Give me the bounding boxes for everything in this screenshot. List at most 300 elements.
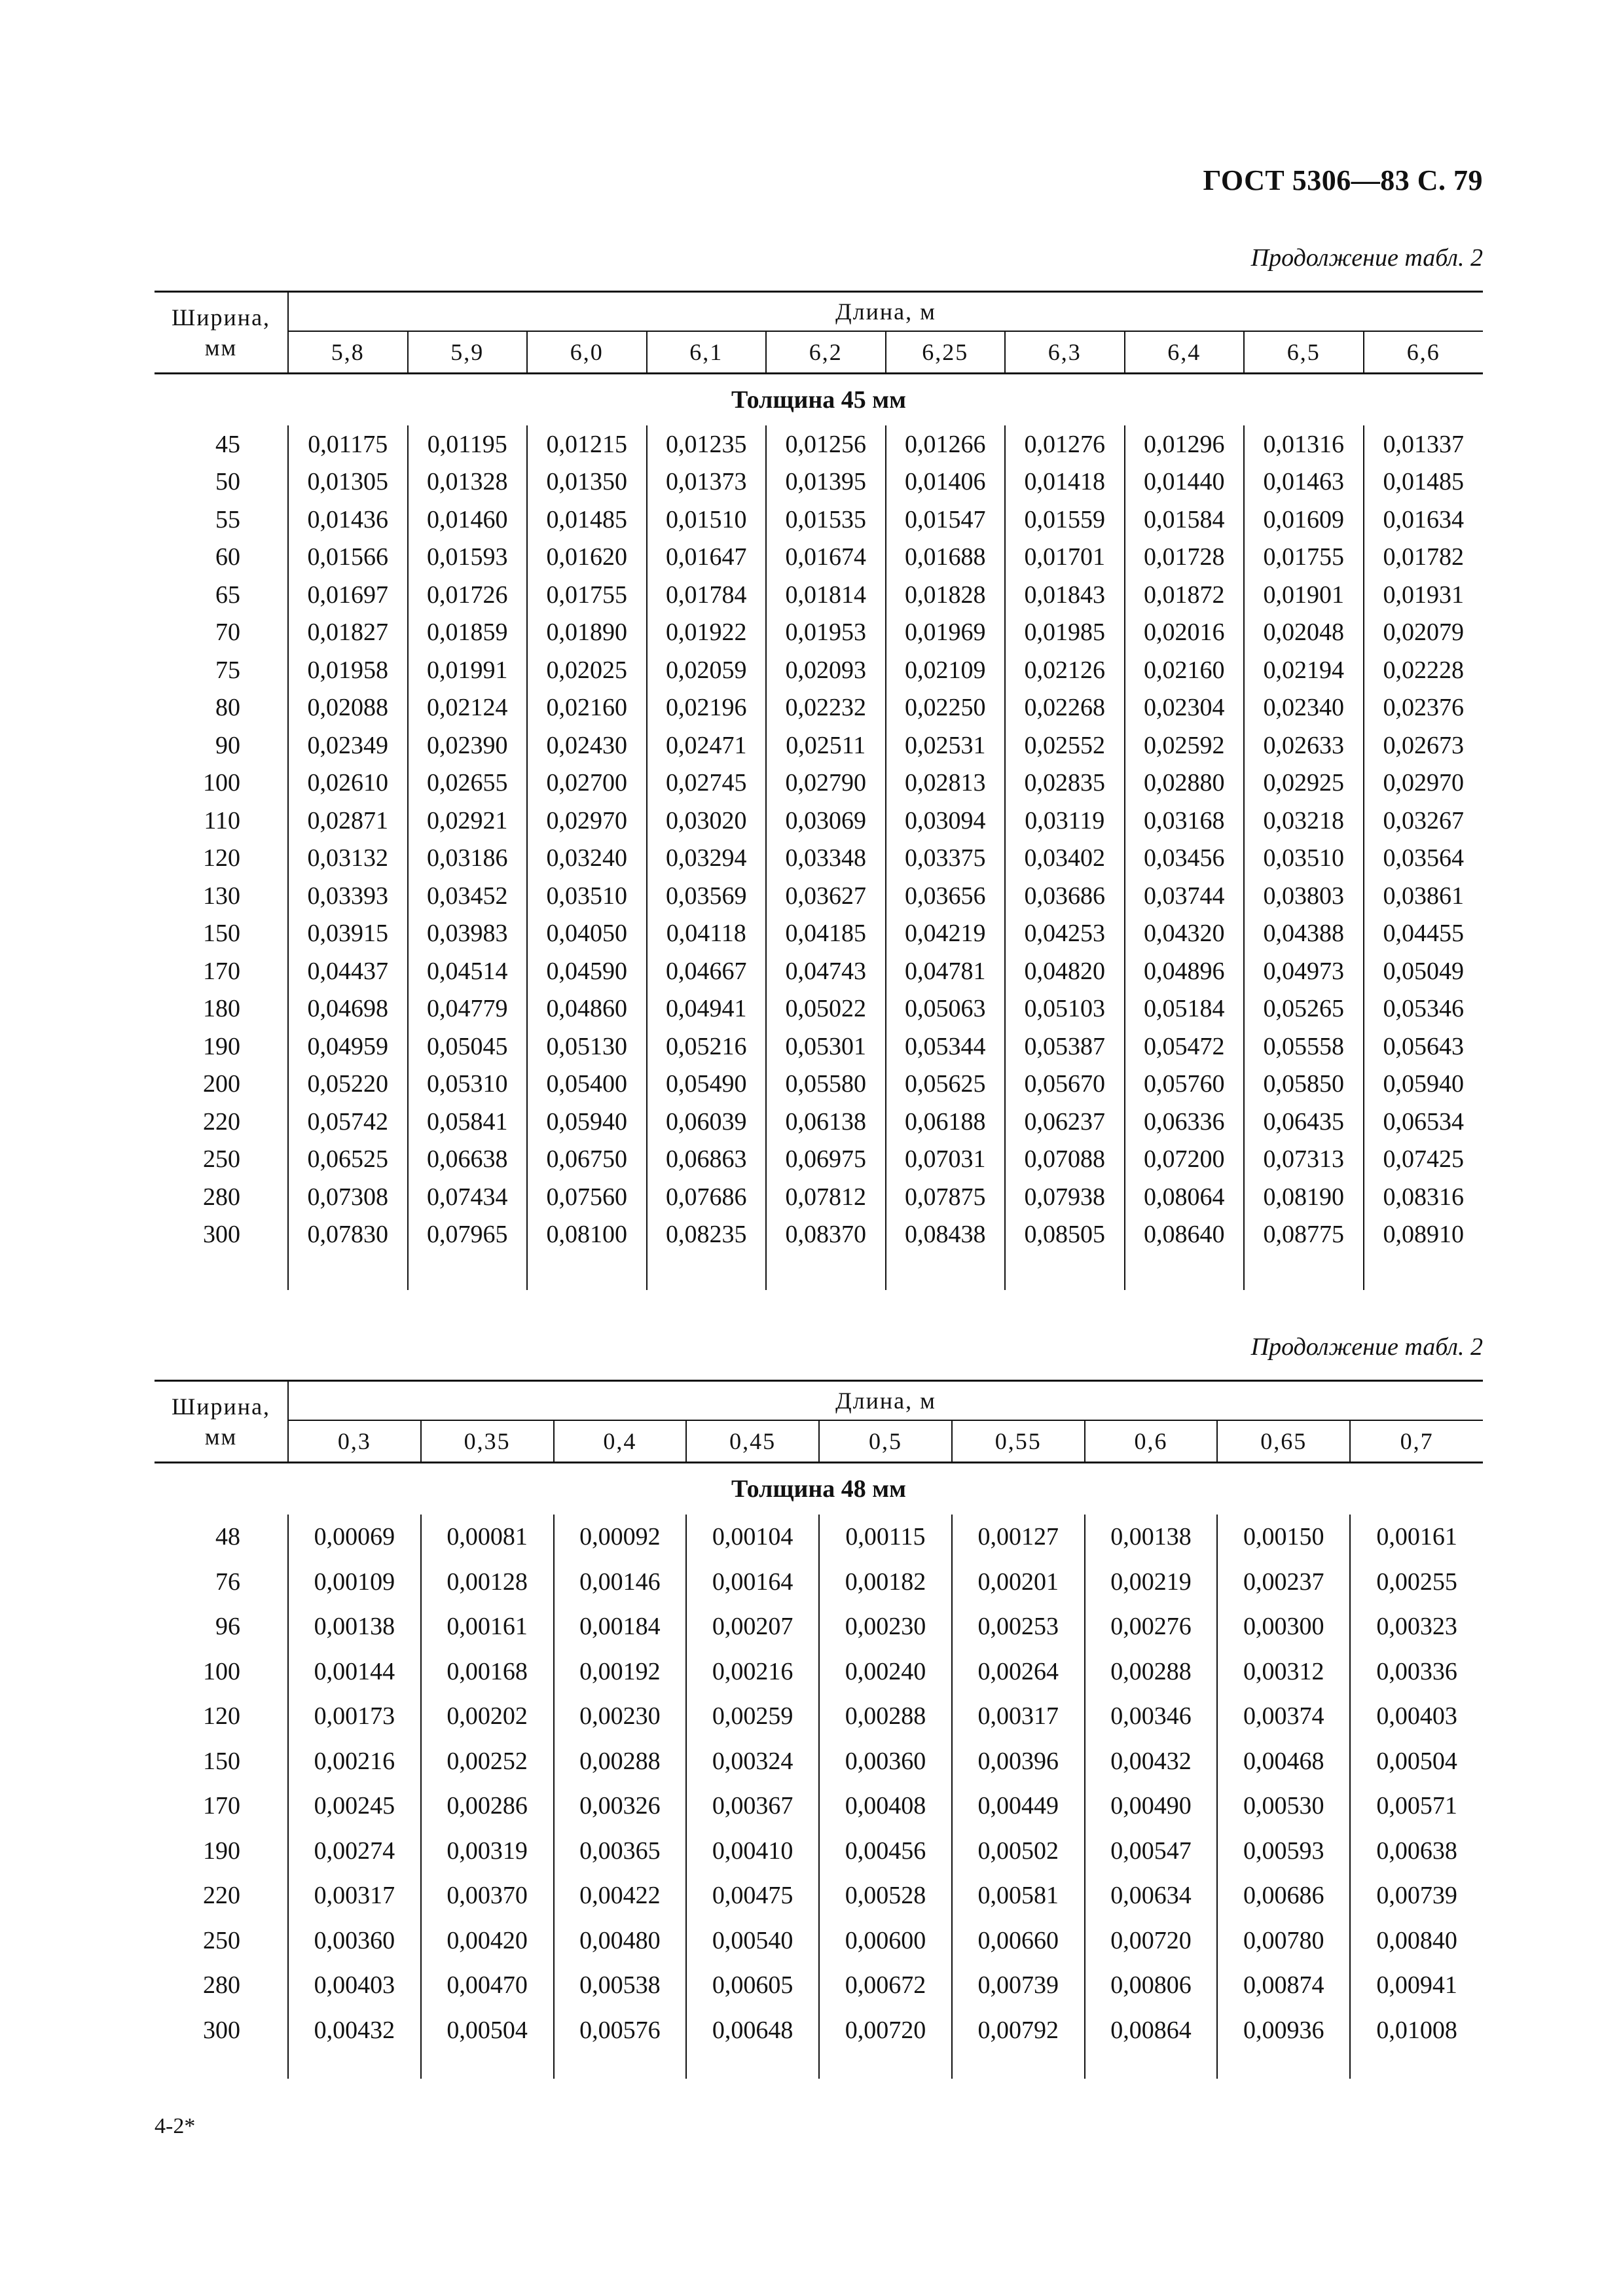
volume-cell: 0,00252: [421, 1739, 554, 1784]
volume-cell: 0,07965: [408, 1216, 528, 1254]
volume-cell: 0,05643: [1364, 1028, 1484, 1066]
volume-cell: 0,00245: [288, 1784, 421, 1829]
volume-cell: 0,02025: [527, 651, 647, 689]
volume-cell: 0,00780: [1217, 1918, 1350, 1964]
table-row: [155, 1515, 1483, 1560]
volume-cell: 0,00104: [686, 1515, 819, 1560]
volume-cell: 0,01784: [647, 576, 767, 614]
volume-cell: 0,07812: [766, 1178, 886, 1216]
volume-cell: 0,00490: [1085, 1784, 1218, 1829]
volume-cell: 0,00201: [952, 1560, 1085, 1605]
volume-cell: 0,02531: [886, 726, 1006, 764]
volume-cell: 0,08910: [1364, 1216, 1484, 1254]
volume-cell: 0,01195: [408, 425, 528, 463]
volume-cell: 0,08370: [766, 1216, 886, 1254]
volume-cell: 0,00360: [288, 1918, 421, 1964]
tail-spacer: [766, 1253, 886, 1290]
tail-spacer: [554, 2053, 687, 2079]
volume-cell: 0,04320: [1125, 915, 1245, 953]
thickness-row: [155, 1463, 1483, 1515]
volume-cell: 0,01584: [1125, 501, 1245, 539]
volume-cell: 0,08505: [1005, 1216, 1125, 1254]
volume-cell: 0,04455: [1364, 915, 1484, 953]
volume-cell: 0,02268: [1005, 689, 1125, 727]
volume-cell: 0,00069: [288, 1515, 421, 1560]
width-value-cell: 76: [215, 1568, 240, 1596]
width-value-cell: 170: [203, 957, 240, 985]
volume-cell: 0,02059: [647, 651, 767, 689]
volume-cell: 0,02592: [1125, 726, 1245, 764]
volume-cell: 0,01969: [886, 614, 1006, 652]
volume-cell: 0,06138: [766, 1103, 886, 1141]
volume-cell: 0,07875: [886, 1178, 1006, 1216]
volume-cell: 0,00739: [952, 1963, 1085, 2008]
volume-cell: 0,02921: [408, 802, 528, 840]
volume-cell: 0,04896: [1125, 952, 1245, 990]
length-header: Длина, м: [288, 1381, 1483, 1421]
volume-cell: 0,04437: [288, 952, 408, 990]
volume-cell: 0,01316: [1244, 425, 1364, 463]
volume-cell: 0,06638: [408, 1141, 528, 1179]
volume-cell: 0,01697: [288, 576, 408, 614]
width-column-header: [155, 1381, 288, 1463]
length-header-cell: 6,1: [647, 331, 767, 374]
volume-cell: 0,00109: [288, 1560, 421, 1605]
volume-cell: 0,02511: [766, 726, 886, 764]
volume-cell: 0,01634: [1364, 501, 1484, 539]
volume-cell: 0,04514: [408, 952, 528, 990]
volume-cell: 0,04820: [1005, 952, 1125, 990]
volume-cell: 0,00470: [421, 1963, 554, 2008]
volume-cell: 0,03267: [1364, 802, 1484, 840]
volume-cell: 0,01215: [527, 425, 647, 463]
length-header-cell: 6,3: [1005, 331, 1125, 374]
volume-cell: 0,03375: [886, 840, 1006, 878]
tail-spacer: [1364, 1253, 1484, 1290]
volume-cell: 0,04050: [527, 915, 647, 953]
volume-cell: 0,03510: [1244, 840, 1364, 878]
volume-cell: 0,02093: [766, 651, 886, 689]
table-row: [155, 877, 1483, 915]
continuation-label-1: Продолжение табл. 2: [1250, 244, 1483, 272]
volume-cell: 0,05940: [1364, 1066, 1484, 1103]
volume-cell: 0,03564: [1364, 840, 1484, 878]
thickness-label: Толщина 48 мм: [731, 1475, 907, 1503]
volume-cell: 0,00547: [1085, 1829, 1218, 1874]
volume-cell: 0,00219: [1085, 1560, 1218, 1605]
volume-cell: 0,01620: [527, 539, 647, 577]
volume-cell: 0,00502: [952, 1829, 1085, 1874]
volume-cell: 0,05216: [647, 1028, 767, 1066]
volume-cell: 0,00593: [1217, 1829, 1350, 1874]
volume-cell: 0,04590: [527, 952, 647, 990]
volume-cell: 0,00806: [1085, 1963, 1218, 2008]
volume-cell: 0,01688: [886, 539, 1006, 577]
table-row: [155, 1141, 1483, 1179]
volume-cell: 0,05346: [1364, 990, 1484, 1028]
table-row: [155, 1694, 1483, 1739]
volume-cell: 0,00286: [421, 1784, 554, 1829]
volume-cell: 0,03240: [527, 840, 647, 878]
volume-cell: 0,05344: [886, 1028, 1006, 1066]
volume-cell: 0,01593: [408, 539, 528, 577]
volume-cell: 0,00475: [686, 1873, 819, 1918]
length-header-cell: 6,6: [1364, 331, 1484, 374]
table-row: [155, 1873, 1483, 1918]
volume-cell: 0,02610: [288, 764, 408, 802]
width-value-cell: 250: [203, 1145, 240, 1174]
volume-cell: 0,02390: [408, 726, 528, 764]
volume-cell: 0,02340: [1244, 689, 1364, 727]
volume-cell: 0,01755: [1244, 539, 1364, 577]
volume-cell: 0,01559: [1005, 501, 1125, 539]
volume-cell: 0,01828: [886, 576, 1006, 614]
volume-cell: 0,01728: [1125, 539, 1245, 577]
volume-cell: 0,02970: [527, 802, 647, 840]
volume-cell: 0,05103: [1005, 990, 1125, 1028]
volume-cell: 0,01337: [1364, 425, 1484, 463]
volume-cell: 0,06534: [1364, 1103, 1484, 1141]
volume-cell: 0,00138: [1085, 1515, 1218, 1560]
volume-cell: 0,00216: [288, 1739, 421, 1784]
volume-cell: 0,06525: [288, 1141, 408, 1179]
volume-cell: 0,01463: [1244, 463, 1364, 501]
volume-cell: 0,03069: [766, 802, 886, 840]
volume-cell: 0,00146: [554, 1560, 687, 1605]
tail-spacer: [647, 1253, 767, 1290]
length-header-cell: 6,2: [766, 331, 886, 374]
tail-spacer: [288, 1253, 408, 1290]
volume-cell: 0,04779: [408, 990, 528, 1028]
volume-cell: 0,03218: [1244, 802, 1364, 840]
volume-cell: 0,03119: [1005, 802, 1125, 840]
table-row: [155, 463, 1483, 501]
width-value-cell: 200: [203, 1070, 240, 1098]
volume-cell: 0,00396: [952, 1739, 1085, 1784]
width-value-cell: 65: [215, 581, 240, 609]
volume-cell: 0,02430: [527, 726, 647, 764]
volume-cell: 0,04388: [1244, 915, 1364, 953]
width-value-cell: 120: [203, 1702, 240, 1731]
volume-cell: 0,01958: [288, 651, 408, 689]
volume-cell: 0,06975: [766, 1141, 886, 1179]
volume-cell: 0,05400: [527, 1066, 647, 1103]
volume-cell: 0,04860: [527, 990, 647, 1028]
width-value-cell: 250: [203, 1926, 240, 1954]
volume-cell: 0,03402: [1005, 840, 1125, 878]
width-value-cell: 45: [215, 430, 240, 458]
tail-spacer: [155, 2053, 288, 2079]
volume-cell: 0,04185: [766, 915, 886, 953]
volume-cell: 0,00216: [686, 1649, 819, 1695]
volume-cell: 0,00240: [819, 1649, 952, 1695]
tail-spacer: [155, 1253, 288, 1290]
volume-cell: 0,00288: [554, 1739, 687, 1784]
volume-cell: 0,04959: [288, 1028, 408, 1066]
table-tail-row: [155, 2053, 1483, 2079]
volume-cell: 0,05841: [408, 1103, 528, 1141]
volume-cell: 0,06188: [886, 1103, 1006, 1141]
volume-cell: 0,01872: [1125, 576, 1245, 614]
volume-cell: 0,01535: [766, 501, 886, 539]
volume-cell: 0,05387: [1005, 1028, 1125, 1066]
width-value-cell: 55: [215, 505, 240, 533]
volume-cell: 0,00288: [819, 1694, 952, 1739]
tail-spacer: [527, 1253, 647, 1290]
table-row: [155, 576, 1483, 614]
length-header-cell: 6,4: [1125, 331, 1245, 374]
width-header-unit: мм: [204, 334, 238, 361]
length-header-cell: 0,6: [1085, 1420, 1218, 1463]
volume-cell: 0,02633: [1244, 726, 1364, 764]
volume-cell: 0,07425: [1364, 1141, 1484, 1179]
table-row: [155, 764, 1483, 802]
volume-cell: 0,00576: [554, 2008, 687, 2053]
width-value-cell: 120: [203, 844, 240, 872]
volume-cell: 0,00874: [1217, 1963, 1350, 2008]
volume-cell: 0,01510: [647, 501, 767, 539]
volume-cell: 0,05265: [1244, 990, 1364, 1028]
volume-cell: 0,00253: [952, 1604, 1085, 1649]
volume-cell: 0,05184: [1125, 990, 1245, 1028]
width-value-cell: 300: [203, 1221, 240, 1249]
volume-cell: 0,08100: [527, 1216, 647, 1254]
volume-cell: 0,07200: [1125, 1141, 1245, 1179]
width-value-cell: 90: [215, 731, 240, 759]
volume-table-45mm: [155, 291, 1483, 1290]
volume-cell: 0,00161: [1350, 1515, 1483, 1560]
volume-cell: 0,07686: [647, 1178, 767, 1216]
width-value-cell: 100: [203, 769, 240, 797]
volume-cell: 0,00168: [421, 1649, 554, 1695]
volume-cell: 0,04781: [886, 952, 1006, 990]
volume-cell: 0,07088: [1005, 1141, 1125, 1179]
volume-cell: 0,04118: [647, 915, 767, 953]
volume-cell: 0,03020: [647, 802, 767, 840]
table-row: [155, 990, 1483, 1028]
volume-cell: 0,01406: [886, 463, 1006, 501]
volume-cell: 0,00150: [1217, 1515, 1350, 1560]
volume-cell: 0,02376: [1364, 689, 1484, 727]
volume-cell: 0,00581: [952, 1873, 1085, 1918]
volume-cell: 0,01373: [647, 463, 767, 501]
table-row: [155, 425, 1483, 463]
volume-cell: 0,00504: [1350, 1739, 1483, 1784]
volume-cell: 0,04941: [647, 990, 767, 1028]
volume-cell: 0,00739: [1350, 1873, 1483, 1918]
volume-cell: 0,00192: [554, 1649, 687, 1695]
volume-cell: 0,02790: [766, 764, 886, 802]
table-row: [155, 1784, 1483, 1829]
volume-cell: 0,00300: [1217, 1604, 1350, 1649]
width-value-cell: 190: [203, 1032, 240, 1060]
volume-cell: 0,02813: [886, 764, 1006, 802]
volume-cell: 0,01701: [1005, 539, 1125, 577]
volume-cell: 0,01440: [1125, 463, 1245, 501]
volume-cell: 0,00326: [554, 1784, 687, 1829]
volume-cell: 0,03510: [527, 877, 647, 915]
volume-cell: 0,05850: [1244, 1066, 1364, 1103]
table-row: [155, 1216, 1483, 1254]
volume-cell: 0,05130: [527, 1028, 647, 1066]
volume-cell: 0,00367: [686, 1784, 819, 1829]
table-row: [155, 501, 1483, 539]
volume-cell: 0,06336: [1125, 1103, 1245, 1141]
volume-cell: 0,08064: [1125, 1178, 1245, 1216]
volume-cell: 0,01256: [766, 425, 886, 463]
volume-table-48mm: [155, 1380, 1483, 2079]
volume-cell: 0,02304: [1125, 689, 1245, 727]
volume-cell: 0,00538: [554, 1963, 687, 2008]
volume-cell: 0,02673: [1364, 726, 1484, 764]
volume-cell: 0,00660: [952, 1918, 1085, 1964]
table-row: [155, 1066, 1483, 1103]
volume-cell: 0,00115: [819, 1515, 952, 1560]
volume-cell: 0,01755: [527, 576, 647, 614]
volume-cell: 0,01395: [766, 463, 886, 501]
tail-spacer: [1217, 2053, 1350, 2079]
volume-cell: 0,00276: [1085, 1604, 1218, 1649]
volume-cell: 0,03294: [647, 840, 767, 878]
volume-cell: 0,01485: [527, 501, 647, 539]
volume-cell: 0,01890: [527, 614, 647, 652]
volume-cell: 0,00346: [1085, 1694, 1218, 1739]
length-header-cell: 0,4: [554, 1420, 687, 1463]
volume-cell: 0,01566: [288, 539, 408, 577]
volume-cell: 0,08438: [886, 1216, 1006, 1254]
table-row: [155, 952, 1483, 990]
volume-cell: 0,01859: [408, 614, 528, 652]
volume-cell: 0,01008: [1350, 2008, 1483, 2053]
width-value-cell: 220: [203, 1107, 240, 1136]
width-value-cell: 96: [215, 1613, 240, 1641]
volume-cell: 0,08190: [1244, 1178, 1364, 1216]
volume-cell: 0,00504: [421, 2008, 554, 2053]
volume-cell: 0,00638: [1350, 1829, 1483, 1874]
volume-cell: 0,00634: [1085, 1873, 1218, 1918]
volume-cell: 0,04973: [1244, 952, 1364, 990]
width-value-cell: 150: [203, 1747, 240, 1775]
volume-cell: 0,01418: [1005, 463, 1125, 501]
volume-cell: 0,05045: [408, 1028, 528, 1066]
volume-cell: 0,00410: [686, 1829, 819, 1874]
volume-cell: 0,01991: [408, 651, 528, 689]
volume-cell: 0,01843: [1005, 576, 1125, 614]
volume-cell: 0,01609: [1244, 501, 1364, 539]
volume-cell: 0,02552: [1005, 726, 1125, 764]
volume-cell: 0,00840: [1350, 1918, 1483, 1964]
length-header-cell: 5,8: [288, 331, 408, 374]
tail-spacer: [1125, 1253, 1245, 1290]
volume-cell: 0,03744: [1125, 877, 1245, 915]
length-header-cell: 0,5: [819, 1420, 952, 1463]
volume-cell: 0,02016: [1125, 614, 1245, 652]
volume-cell: 0,00360: [819, 1739, 952, 1784]
volume-cell: 0,02228: [1364, 651, 1484, 689]
volume-cell: 0,02160: [1125, 651, 1245, 689]
volume-cell: 0,02079: [1364, 614, 1484, 652]
width-value-cell: 150: [203, 920, 240, 948]
volume-cell: 0,00792: [952, 2008, 1085, 2053]
volume-cell: 0,01547: [886, 501, 1006, 539]
table-row: [155, 1178, 1483, 1216]
width-value-cell: 70: [215, 619, 240, 647]
volume-cell: 0,00144: [288, 1649, 421, 1695]
table-row: [155, 840, 1483, 878]
volume-cell: 0,00324: [686, 1739, 819, 1784]
volume-cell: 0,00600: [819, 1918, 952, 1964]
volume-cell: 0,00161: [421, 1604, 554, 1649]
volume-cell: 0,00259: [686, 1694, 819, 1739]
width-value-cell: 48: [215, 1523, 240, 1551]
table-row: [155, 915, 1483, 953]
length-header: Длина, м: [288, 292, 1483, 332]
width-value-cell: 50: [215, 468, 240, 496]
volume-cell: 0,04253: [1005, 915, 1125, 953]
volume-cell: 0,08316: [1364, 1178, 1484, 1216]
length-header-cell: 6,5: [1244, 331, 1364, 374]
volume-cell: 0,05301: [766, 1028, 886, 1066]
volume-cell: 0,00184: [554, 1604, 687, 1649]
volume-cell: 0,00720: [1085, 1918, 1218, 1964]
volume-cell: 0,05022: [766, 990, 886, 1028]
width-value-cell: 280: [203, 1183, 240, 1211]
volume-cell: 0,01726: [408, 576, 528, 614]
volume-cell: 0,00374: [1217, 1694, 1350, 1739]
tail-spacer: [952, 2053, 1085, 2079]
page-footer: 4-2*: [155, 2114, 196, 2138]
volume-cell: 0,03132: [288, 840, 408, 878]
volume-cell: 0,00864: [1085, 2008, 1218, 2053]
volume-cell: 0,02970: [1364, 764, 1484, 802]
volume-cell: 0,03803: [1244, 877, 1364, 915]
volume-cell: 0,00230: [819, 1604, 952, 1649]
volume-cell: 0,00207: [686, 1604, 819, 1649]
volume-cell: 0,00420: [421, 1918, 554, 1964]
volume-cell: 0,01266: [886, 425, 1006, 463]
table-row: [155, 1604, 1483, 1649]
table-row: [155, 1560, 1483, 1605]
volume-cell: 0,07938: [1005, 1178, 1125, 1216]
volume-cell: 0,00081: [421, 1515, 554, 1560]
width-value-cell: 300: [203, 2016, 240, 2044]
volume-cell: 0,01647: [647, 539, 767, 577]
volume-cell: 0,05310: [408, 1066, 528, 1103]
volume-cell: 0,02471: [647, 726, 767, 764]
tail-spacer: [288, 2053, 421, 2079]
volume-cell: 0,03168: [1125, 802, 1245, 840]
volume-cell: 0,00288: [1085, 1649, 1218, 1695]
length-values-row: [155, 331, 1483, 374]
volume-cell: 0,00264: [952, 1649, 1085, 1695]
volume-cell: 0,03686: [1005, 877, 1125, 915]
volume-cell: 0,00422: [554, 1873, 687, 1918]
width-header-label: Ширина,: [171, 304, 271, 331]
volume-cell: 0,03348: [766, 840, 886, 878]
volume-cell: 0,00648: [686, 2008, 819, 2053]
volume-cell: 0,00571: [1350, 1784, 1483, 1829]
table-row: [155, 651, 1483, 689]
volume-cell: 0,03186: [408, 840, 528, 878]
volume-cell: 0,03983: [408, 915, 528, 953]
volume-cell: 0,00672: [819, 1963, 952, 2008]
volume-cell: 0,06039: [647, 1103, 767, 1141]
volume-cell: 0,02250: [886, 689, 1006, 727]
volume-cell: 0,02126: [1005, 651, 1125, 689]
volume-cell: 0,01985: [1005, 614, 1125, 652]
width-value-cell: 110: [204, 806, 240, 834]
volume-cell: 0,06237: [1005, 1103, 1125, 1141]
